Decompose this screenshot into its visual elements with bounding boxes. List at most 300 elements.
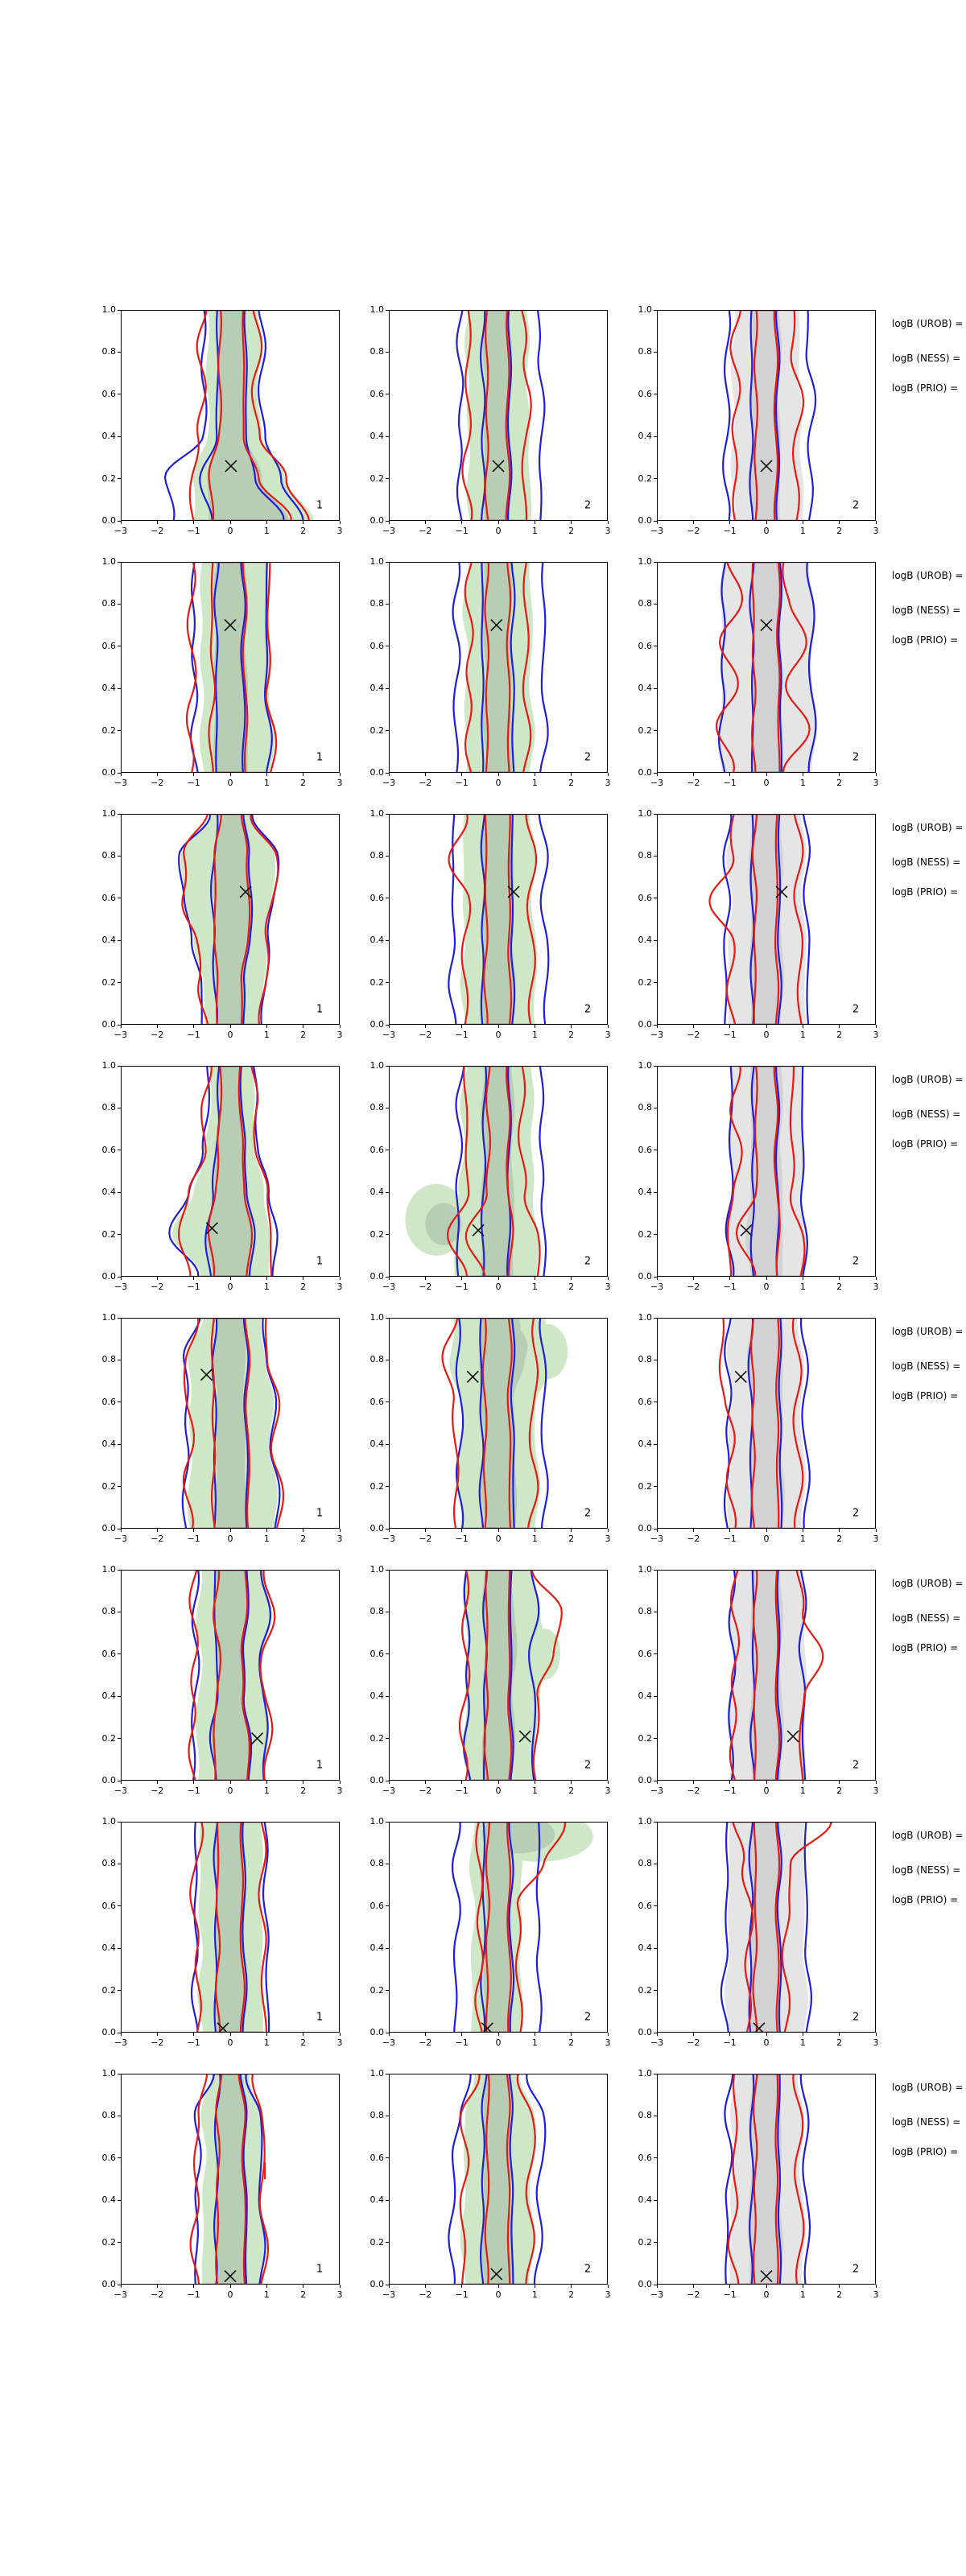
annotation-row5-line3: logB (PRIO) = xyxy=(892,1390,959,1402)
x-tick-label: 2 xyxy=(568,2037,575,2048)
x-tick xyxy=(230,1781,231,1784)
y-tick-label: 0.4 xyxy=(369,1439,384,1450)
x-tick-label: 1 xyxy=(263,1785,270,1796)
x-tick-label: −2 xyxy=(687,2037,700,2048)
x-tick xyxy=(729,1277,730,1280)
x-tick-label: −1 xyxy=(187,1282,200,1292)
x-tick xyxy=(340,1025,341,1028)
subplot-r5c1 xyxy=(101,1312,343,1544)
panel-corner-label: 1 xyxy=(316,1003,324,1016)
x-tick-label: −3 xyxy=(114,1030,128,1040)
y-tick xyxy=(654,1529,657,1530)
x-tick xyxy=(389,1025,390,1028)
x-tick xyxy=(340,773,341,776)
x-tick xyxy=(876,521,877,524)
x-tick-label: 2 xyxy=(568,1030,575,1040)
y-tick-label: 0.4 xyxy=(369,1187,384,1198)
y-tick-label: 0.2 xyxy=(369,1984,384,1996)
y-tick xyxy=(118,1738,121,1739)
y-tick-label: 0.8 xyxy=(638,1354,652,1365)
y-tick-label: 0.6 xyxy=(638,1144,652,1155)
y-tick xyxy=(118,1025,121,1026)
y-tick xyxy=(386,2200,389,2201)
x-tick-label: 2 xyxy=(300,778,307,788)
y-tick-label: 0.4 xyxy=(638,2194,652,2206)
plot-area xyxy=(389,1822,608,2033)
x-tick-label: 1 xyxy=(263,1030,270,1040)
x-tick-label: −3 xyxy=(382,1282,396,1292)
y-tick xyxy=(118,940,121,941)
x-tick xyxy=(266,2285,267,2288)
y-tick xyxy=(654,1822,657,1823)
x-tick-label: 3 xyxy=(873,1534,879,1544)
y-tick xyxy=(118,1905,121,1906)
x-tick-label: 2 xyxy=(300,2037,307,2048)
y-tick-label: 1.0 xyxy=(369,1816,384,1827)
y-tick-label: 0.6 xyxy=(101,388,116,399)
y-tick-label: 1.0 xyxy=(638,1060,652,1071)
x-tick-label: −3 xyxy=(382,1030,396,1040)
x-tick-label: −3 xyxy=(114,526,128,536)
x-tick-label: 3 xyxy=(336,526,343,536)
x-tick-label: −1 xyxy=(723,526,737,536)
x-tick-label: −1 xyxy=(723,1282,737,1292)
y-tick xyxy=(386,1990,389,1991)
y-tick xyxy=(654,1025,657,1026)
y-tick-label: 0.8 xyxy=(369,2110,384,2121)
y-tick xyxy=(118,1948,121,1949)
y-tick-label: 0.2 xyxy=(369,1228,384,1240)
x-tick-label: −3 xyxy=(650,1030,664,1040)
annotation-row8-line2: logB (NESS) = xyxy=(892,2116,961,2128)
y-tick-label: 0.6 xyxy=(369,2152,384,2163)
x-tick xyxy=(766,2033,767,2036)
credible-blob-outer xyxy=(527,1324,568,1379)
y-tick xyxy=(118,1277,121,1278)
x-tick-label: −2 xyxy=(419,2037,432,2048)
x-tick-label: −1 xyxy=(187,526,200,536)
x-tick xyxy=(729,1529,730,1532)
y-tick-label: 0.6 xyxy=(369,1648,384,1659)
x-tick-label: 2 xyxy=(836,2289,843,2300)
y-tick-label: 1.0 xyxy=(101,1564,116,1575)
panel-corner-label: 1 xyxy=(316,1255,324,1268)
x-tick-label: 2 xyxy=(836,778,843,788)
y-tick-label: 1.0 xyxy=(101,1060,116,1071)
x-tick-label: −2 xyxy=(419,1534,432,1544)
y-tick xyxy=(654,1570,657,1571)
x-tick xyxy=(571,1025,572,1028)
y-tick xyxy=(386,1529,389,1530)
x-tick-label: 1 xyxy=(531,2289,538,2300)
x-tick-label: 1 xyxy=(263,1282,270,1292)
annotation-row2-line3: logB (PRIO) = xyxy=(892,634,959,646)
x-tick-label: 3 xyxy=(605,2289,611,2300)
x-tick-label: 3 xyxy=(873,778,879,788)
y-tick xyxy=(118,2242,121,2243)
x-tick-label: −1 xyxy=(723,1030,737,1040)
panel-corner-label: 2 xyxy=(584,1759,592,1772)
x-tick xyxy=(571,1781,572,1784)
x-tick xyxy=(425,521,426,524)
x-tick xyxy=(608,1025,609,1028)
x-tick-label: −2 xyxy=(687,2289,700,2300)
x-tick xyxy=(389,1277,390,1280)
x-tick-label: −3 xyxy=(114,1534,128,1544)
y-tick-label: 0.0 xyxy=(369,1019,384,1030)
x-tick xyxy=(230,1277,231,1280)
x-tick-label: 0 xyxy=(763,526,770,536)
x-tick-label: −1 xyxy=(723,1785,737,1796)
x-tick-label: 3 xyxy=(336,2037,343,2048)
y-tick xyxy=(118,1696,121,1697)
y-tick-label: 0.6 xyxy=(638,1900,652,1911)
y-tick-label: 0.0 xyxy=(369,767,384,778)
x-tick xyxy=(876,2285,877,2288)
x-tick xyxy=(839,1529,840,1532)
plot-area xyxy=(389,1066,608,1277)
x-tick-label: 1 xyxy=(263,1534,270,1544)
y-tick xyxy=(386,604,389,605)
panel-corner-label: 1 xyxy=(316,1507,324,1520)
x-tick-label: −2 xyxy=(151,1534,164,1544)
y-tick xyxy=(386,688,389,689)
x-tick xyxy=(498,2285,499,2288)
y-tick-label: 1.0 xyxy=(369,304,384,315)
x-tick-label: −2 xyxy=(419,2289,432,2300)
x-tick-label: 0 xyxy=(763,1030,770,1040)
y-tick-label: 0.0 xyxy=(101,515,116,526)
x-tick-label: 0 xyxy=(495,1030,502,1040)
x-tick xyxy=(461,1781,462,1784)
x-tick-label: 1 xyxy=(531,1282,538,1292)
y-tick xyxy=(386,1192,389,1193)
y-tick-label: 0.4 xyxy=(638,1439,652,1450)
y-tick-label: 0.8 xyxy=(101,346,116,357)
y-tick-label: 0.4 xyxy=(638,1187,652,1198)
x-tick-label: 0 xyxy=(495,778,502,788)
x-tick xyxy=(608,2033,609,2036)
y-tick-label: 0.0 xyxy=(369,2279,384,2289)
x-tick-label: 0 xyxy=(227,1785,233,1796)
x-tick-label: 2 xyxy=(568,1534,575,1544)
plot-area xyxy=(657,2074,876,2285)
x-tick-label: −3 xyxy=(114,778,128,788)
y-tick xyxy=(386,352,389,353)
y-tick xyxy=(386,730,389,731)
x-tick xyxy=(389,521,390,524)
plot-area xyxy=(657,562,876,773)
plot-area xyxy=(121,562,340,773)
x-tick-label: 1 xyxy=(263,778,270,788)
plot-area xyxy=(657,814,876,1025)
y-tick-label: 0.8 xyxy=(638,850,652,861)
x-tick xyxy=(389,2033,390,2036)
x-tick xyxy=(340,1781,341,1784)
x-tick xyxy=(157,521,158,524)
annotation-row3-line3: logB (PRIO) = xyxy=(892,886,959,898)
y-tick xyxy=(118,773,121,774)
panel-corner-label: 2 xyxy=(584,1003,592,1016)
x-tick-label: −1 xyxy=(455,778,469,788)
x-tick xyxy=(193,1529,194,1532)
x-tick-label: 0 xyxy=(227,1030,233,1040)
y-tick xyxy=(118,688,121,689)
x-tick-label: 3 xyxy=(336,2289,343,2300)
x-tick-label: −3 xyxy=(650,526,664,536)
subplot-r8c1 xyxy=(101,2068,343,2300)
x-tick-label: −1 xyxy=(187,1785,200,1796)
x-tick-label: 3 xyxy=(605,1534,611,1544)
x-tick-label: 1 xyxy=(263,2289,270,2300)
x-tick xyxy=(766,1025,767,1028)
x-tick-label: 1 xyxy=(263,2037,270,2048)
plot-area xyxy=(657,1318,876,1529)
y-tick-label: 0.4 xyxy=(369,935,384,946)
y-tick-label: 1.0 xyxy=(638,1816,652,1827)
y-tick xyxy=(118,730,121,731)
credible-blob-inner xyxy=(491,1326,527,1368)
y-tick xyxy=(118,521,121,522)
x-tick xyxy=(608,2285,609,2288)
y-tick-label: 0.2 xyxy=(638,1480,652,1492)
subplot-r3c3 xyxy=(638,808,879,1040)
x-tick-label: 3 xyxy=(336,1282,343,1292)
y-tick-label: 0.6 xyxy=(638,1648,652,1659)
x-tick xyxy=(498,1025,499,1028)
y-tick-label: 0.2 xyxy=(638,976,652,988)
y-tick-label: 0.0 xyxy=(638,1271,652,1282)
y-tick xyxy=(386,2242,389,2243)
subplot-r8c3 xyxy=(638,2068,879,2300)
x-tick-label: 2 xyxy=(568,526,575,536)
x-tick xyxy=(193,2285,194,2288)
y-tick-label: 1.0 xyxy=(101,808,116,819)
y-tick xyxy=(386,1234,389,1235)
annotation-row7-line1: logB (UROB) = xyxy=(892,1830,964,1841)
y-tick xyxy=(386,1486,389,1487)
x-tick xyxy=(498,1277,499,1280)
y-tick xyxy=(654,688,657,689)
y-tick xyxy=(118,478,121,479)
x-tick-label: −2 xyxy=(687,1282,700,1292)
y-tick-label: 1.0 xyxy=(369,2068,384,2079)
x-tick xyxy=(266,1529,267,1532)
x-tick xyxy=(425,1025,426,1028)
x-tick xyxy=(693,1277,694,1280)
x-tick xyxy=(340,521,341,524)
x-tick xyxy=(230,1529,231,1532)
y-tick-label: 0.2 xyxy=(369,976,384,988)
y-tick-label: 0.2 xyxy=(101,976,116,988)
x-tick-label: −1 xyxy=(723,1534,737,1544)
x-tick-label: 0 xyxy=(227,1282,233,1292)
y-tick-label: 0.0 xyxy=(638,1523,652,1534)
y-tick xyxy=(118,1234,121,1235)
y-tick xyxy=(118,982,121,983)
x-tick xyxy=(693,1781,694,1784)
y-tick xyxy=(118,1444,121,1445)
y-tick-label: 0.0 xyxy=(101,1019,116,1030)
annotation-row8-line3: logB (PRIO) = xyxy=(892,2146,959,2157)
panel-corner-label: 2 xyxy=(852,1255,860,1268)
y-tick xyxy=(386,562,389,563)
x-tick-label: −2 xyxy=(151,1785,164,1796)
x-tick-label: −2 xyxy=(687,1785,700,1796)
x-tick xyxy=(657,2285,658,2288)
x-tick xyxy=(121,1025,122,1028)
y-tick-label: 0.6 xyxy=(101,1396,116,1407)
x-tick xyxy=(571,773,572,776)
x-tick xyxy=(461,1277,462,1280)
y-tick xyxy=(386,814,389,815)
y-tick xyxy=(386,856,389,857)
plot-area xyxy=(389,310,608,521)
subplot-r4c2 xyxy=(369,1060,611,1292)
x-tick-label: −1 xyxy=(187,1534,200,1544)
y-tick-label: 0.2 xyxy=(101,724,116,736)
y-tick-label: 0.4 xyxy=(101,431,116,442)
subplot-r2c3 xyxy=(638,556,879,788)
x-tick xyxy=(571,2285,572,2288)
y-tick xyxy=(118,604,121,605)
annotation-row7-line2: logB (NESS) = xyxy=(892,1864,961,1876)
y-tick xyxy=(386,1738,389,1739)
y-tick-label: 0.0 xyxy=(638,515,652,526)
y-tick xyxy=(654,730,657,731)
y-tick xyxy=(654,1192,657,1193)
x-tick xyxy=(266,773,267,776)
y-tick-label: 0.0 xyxy=(101,767,116,778)
x-tick-label: 1 xyxy=(531,1534,538,1544)
x-tick-label: 2 xyxy=(300,1030,307,1040)
panel-corner-label: 2 xyxy=(852,499,860,512)
x-tick xyxy=(425,2285,426,2288)
y-tick-label: 1.0 xyxy=(638,556,652,567)
x-tick xyxy=(766,521,767,524)
x-tick-label: 1 xyxy=(531,1030,538,1040)
y-tick-label: 0.8 xyxy=(369,1354,384,1365)
x-tick xyxy=(121,521,122,524)
x-tick-label: 1 xyxy=(799,1534,806,1544)
y-tick-label: 1.0 xyxy=(638,2068,652,2079)
y-tick xyxy=(118,562,121,563)
x-tick xyxy=(389,1781,390,1784)
x-tick xyxy=(461,773,462,776)
x-tick xyxy=(766,1781,767,1784)
subplot-r5c3 xyxy=(638,1312,879,1544)
x-tick xyxy=(461,2285,462,2288)
x-tick-label: −1 xyxy=(723,778,737,788)
y-tick-label: 0.0 xyxy=(638,1019,652,1030)
x-tick xyxy=(657,2033,658,2036)
x-tick-label: −2 xyxy=(687,526,700,536)
panel-corner-label: 2 xyxy=(584,499,592,512)
y-tick-label: 0.0 xyxy=(369,1523,384,1534)
x-tick-label: 3 xyxy=(605,778,611,788)
x-tick xyxy=(389,773,390,776)
subplot-r5c2 xyxy=(369,1312,611,1544)
y-tick xyxy=(386,1905,389,1906)
panel-corner-label: 1 xyxy=(316,1759,324,1772)
y-tick-label: 0.8 xyxy=(369,1102,384,1113)
plot-area xyxy=(121,1570,340,1781)
plot-area xyxy=(389,1570,608,1781)
panel-corner-label: 2 xyxy=(852,2011,860,2024)
panel-corner-label: 2 xyxy=(852,751,860,764)
credible-region-inner xyxy=(214,1318,246,1529)
y-tick-label: 1.0 xyxy=(101,1312,116,1323)
x-tick-label: −2 xyxy=(151,2289,164,2300)
y-tick xyxy=(118,856,121,857)
annotation-row4-line1: logB (UROB) = xyxy=(892,1074,964,1085)
x-tick xyxy=(766,2285,767,2288)
y-tick-label: 0.6 xyxy=(369,1396,384,1407)
x-tick xyxy=(425,1277,426,1280)
x-tick xyxy=(121,1781,122,1784)
x-tick-label: −1 xyxy=(455,2289,469,2300)
y-tick xyxy=(654,2242,657,2243)
y-tick-label: 1.0 xyxy=(638,1564,652,1575)
x-tick-label: −3 xyxy=(382,1785,396,1796)
y-tick-label: 0.4 xyxy=(369,1690,384,1702)
x-tick xyxy=(266,521,267,524)
x-tick xyxy=(498,2033,499,2036)
panel-corner-label: 2 xyxy=(584,1255,592,1268)
x-tick-label: 2 xyxy=(300,1534,307,1544)
y-tick-label: 0.0 xyxy=(101,1775,116,1785)
y-tick-label: 0.2 xyxy=(369,724,384,736)
x-tick xyxy=(571,2033,572,2036)
y-tick-label: 1.0 xyxy=(369,1564,384,1575)
y-tick-label: 0.4 xyxy=(638,935,652,946)
panel-corner-label: 1 xyxy=(316,499,324,512)
x-tick xyxy=(876,1529,877,1532)
y-tick-label: 0.6 xyxy=(369,1144,384,1155)
y-tick xyxy=(654,856,657,857)
y-tick-label: 0.4 xyxy=(638,431,652,442)
y-tick-label: 0.6 xyxy=(638,2152,652,2163)
y-tick xyxy=(654,521,657,522)
x-tick-label: −2 xyxy=(687,778,700,788)
annotation-row5-line1: logB (UROB) = xyxy=(892,1326,964,1337)
x-tick xyxy=(389,2285,390,2288)
x-tick xyxy=(121,1529,122,1532)
subplot-r1c2 xyxy=(369,304,611,536)
y-tick xyxy=(654,940,657,941)
annotation-row1-line1: logB (UROB) = xyxy=(892,318,964,329)
y-tick-label: 0.6 xyxy=(101,1144,116,1155)
x-tick xyxy=(230,2033,231,2036)
x-tick xyxy=(693,773,694,776)
x-tick xyxy=(657,773,658,776)
x-tick xyxy=(425,2033,426,2036)
panel-corner-label: 1 xyxy=(316,751,324,764)
panel-corner-label: 2 xyxy=(584,751,592,764)
x-tick-label: −3 xyxy=(650,1534,664,1544)
subplot-r6c2 xyxy=(369,1564,611,1796)
x-tick-label: 2 xyxy=(300,2289,307,2300)
y-tick xyxy=(654,1444,657,1445)
x-tick-label: −1 xyxy=(455,1785,469,1796)
y-tick-label: 0.8 xyxy=(101,598,116,609)
x-tick xyxy=(340,1277,341,1280)
y-tick xyxy=(118,1192,121,1193)
y-tick-label: 0.8 xyxy=(638,1102,652,1113)
x-tick-label: 1 xyxy=(799,1785,806,1796)
y-tick-label: 0.6 xyxy=(101,1900,116,1911)
y-tick xyxy=(654,982,657,983)
